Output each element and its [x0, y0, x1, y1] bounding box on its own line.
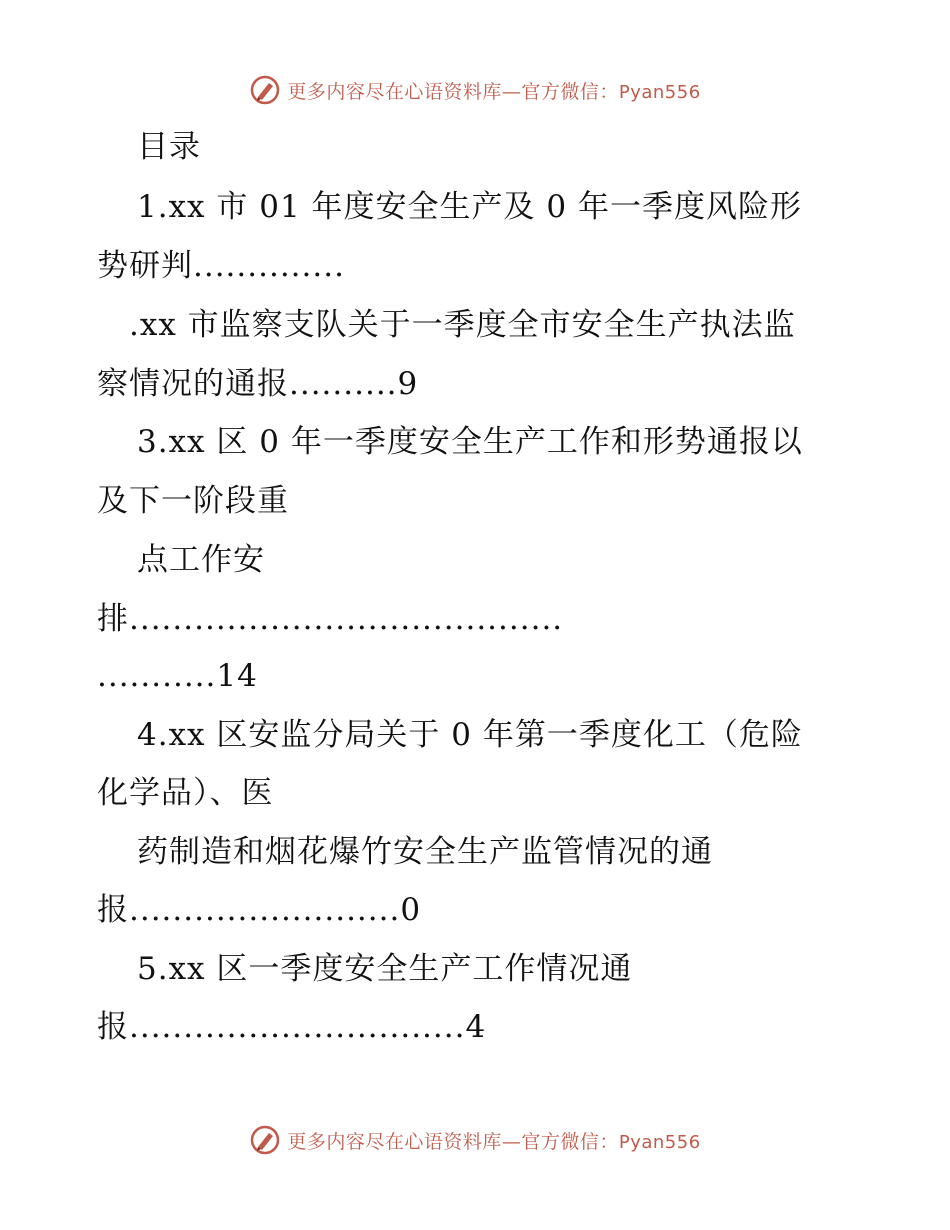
toc-line: 5.xx 区一季度安全生产工作情况通 [137, 951, 633, 987]
toc-line: 报.........................0 [97, 892, 422, 928]
toc-line: 1.xx 市 01 年度安全生产及 0 年一季度风险形 [137, 189, 802, 225]
footer-banner [0, 1120, 950, 1160]
toc-line: 药制造和烟花爆竹安全生产监管情况的通 [137, 834, 713, 870]
toc-line: 及下一阶段重 [97, 483, 289, 519]
toc-line: 点工作安 [137, 542, 265, 578]
toc-line: 报...............................4 [97, 1009, 487, 1045]
header-text: 更多内容尽在心语资料库—官方微信：Pyan556 [287, 80, 701, 103]
footer-text: 更多内容尽在心语资料库—官方微信：Pyan556 [287, 1130, 701, 1153]
toc-line: 3.xx 区 0 年一季度安全生产工作和形势通报以 [137, 424, 803, 460]
pen-logo-icon [249, 1124, 281, 1156]
toc-line: 4.xx 区安监分局关于 0 年第一季度化工（危险 [137, 717, 803, 753]
toc-line: ...........14 [97, 658, 258, 694]
toc-title: 目录 [137, 129, 201, 165]
toc-line: 化学品）、医 [97, 775, 274, 811]
toc-line: 察情况的通报..........9 [97, 366, 419, 402]
toc-line: .xx 市监察支队关于一季度全市安全生产执法监 [129, 307, 796, 343]
toc-line: 排........................................ [97, 601, 564, 637]
toc-line: 势研判.............. [97, 248, 345, 284]
